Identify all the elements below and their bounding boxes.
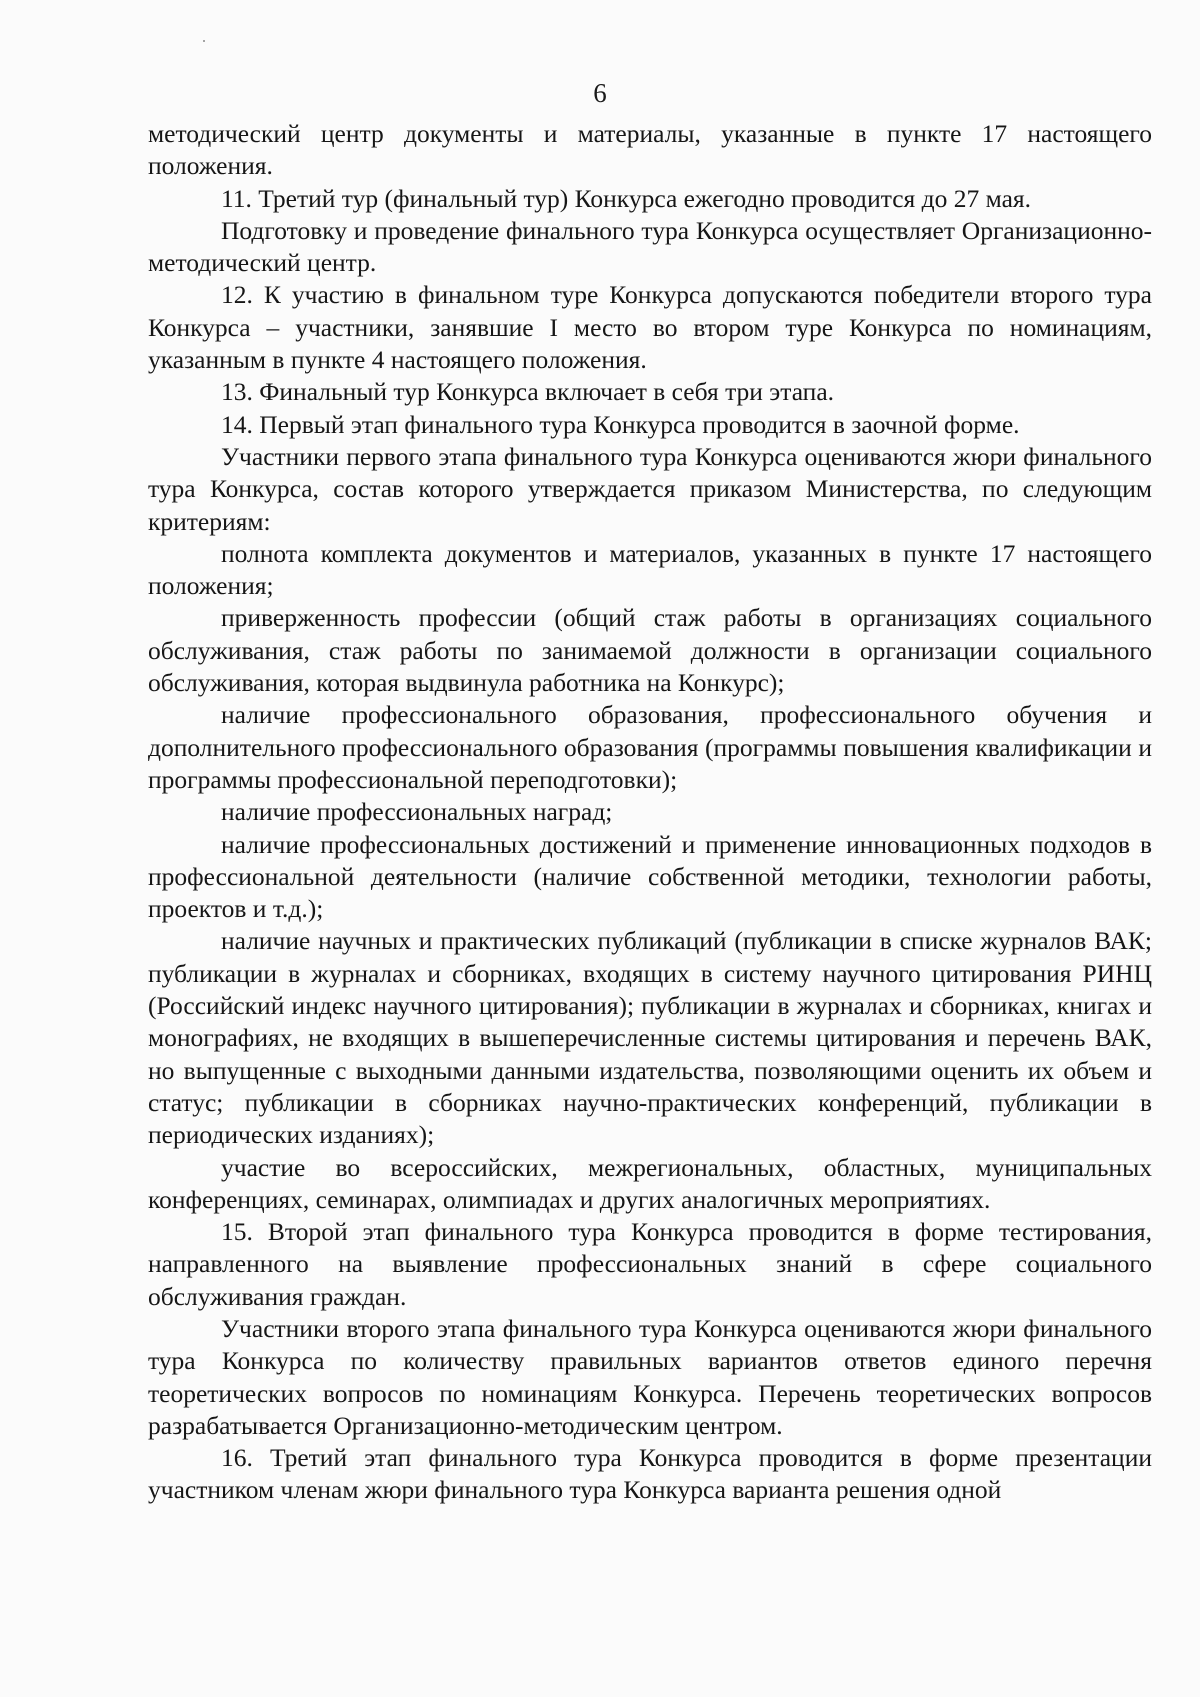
criteria-item: наличие научных и практических публикаций (публикации в списке журналов ВАК; публикации в журналах и сборниках, входящих в систему научного цитирования РИНЦ (Российский индекс научного цитирования); публикации в журналах и сборниках, книгах и монографиях, не входящих в вышеперечисленные системы цитирования и перечень ВАК, но выпущенные с выходными данными издательства, позволяющими оценить их объем и статус; публикации в сборниках научно-практических конференций, публикации в периодических изданиях); — [148, 926, 1152, 1150]
paragraph-continuation: методический центр документы и материалы, указанные в пункте 17 настоящего положения. — [148, 119, 1152, 181]
paragraph-item-14: 14. Первый этап финального тура Конкурса проводится в заочной форме. — [221, 409, 1020, 439]
criteria-item: полнота комплекта документов и материалов, указанных в пункте 17 настоящего положения; — [148, 538, 1152, 601]
criteria-item: наличие профессиональных наград; — [221, 797, 613, 827]
criteria-item: участие во всероссийских, межрегиональных, областных, муниципальных конференциях, семинарах, олимпиадах и других аналогичных мероприятиях. — [148, 1152, 1152, 1214]
paragraph-item-15: 15. Второй этап финального тура Конкурса проводится в форме тестирования, направленного на выявление профессиональных знаний в сфере социального обслуживания граждан. — [148, 1217, 1152, 1311]
paragraph: Подготовку и проведение финального тура Конкурса осуществляет Организационно-методический центр. — [148, 215, 1152, 278]
paragraph-item-12: 12. К участию в финальном туре Конкурса допускаются победители второго тура Конкурса – участники, занявшие I место во втором туре Конкурса по номинациям, указанным в пункте 4 настоящего положения. — [148, 280, 1152, 375]
paragraph-item-16: 16. Третий этап финального тура Конкурса проводится в форме презентации участником членам жюри финального тура Конкурса варианта решения одной — [148, 1443, 1152, 1505]
criteria-item: наличие профессионального образования, профессионального обучения и дополнительного профессионального образования (программы повышения квалификации и программы профессиональной переподготовки); — [148, 700, 1152, 794]
paragraph: Участники второго этапа финального тура Конкурса оцениваются жюри финального тура Конкурса по количеству правильных вариантов ответов единого перечня теоретических вопросов по номинациям Конкурса. Перечень теоретических вопросов разрабатывается Организационно-методическим центром. — [148, 1313, 1152, 1440]
scan-speck — [203, 40, 205, 42]
document-body — [148, 118, 1152, 1507]
page-number: 6 — [593, 78, 607, 108]
paragraph-item-13: 13. Финальный тур Конкурса включает в себя три этапа. — [221, 377, 835, 407]
paragraph: Участники первого этапа финального тура Конкурса оцениваются жюри финального тура Конкурса, состав которого утверждается приказом Министерства, по следующим критериям: — [148, 441, 1152, 536]
criteria-item: наличие профессиональных достижений и применение инновационных подходов в профессиональной деятельности (наличие собственной методики, технологии работы, проектов и т.д.); — [148, 829, 1152, 924]
criteria-item: приверженность профессии (общий стаж работы в организациях социального обслуживания, стаж работы по занимаемой должности в организации социального обслуживания, которая выдвинула работника на Конкурс); — [148, 603, 1152, 698]
paragraph-item-11: 11. Третий тур (финальный тур) Конкурса ежегодно проводится до 27 мая. — [221, 183, 1032, 213]
